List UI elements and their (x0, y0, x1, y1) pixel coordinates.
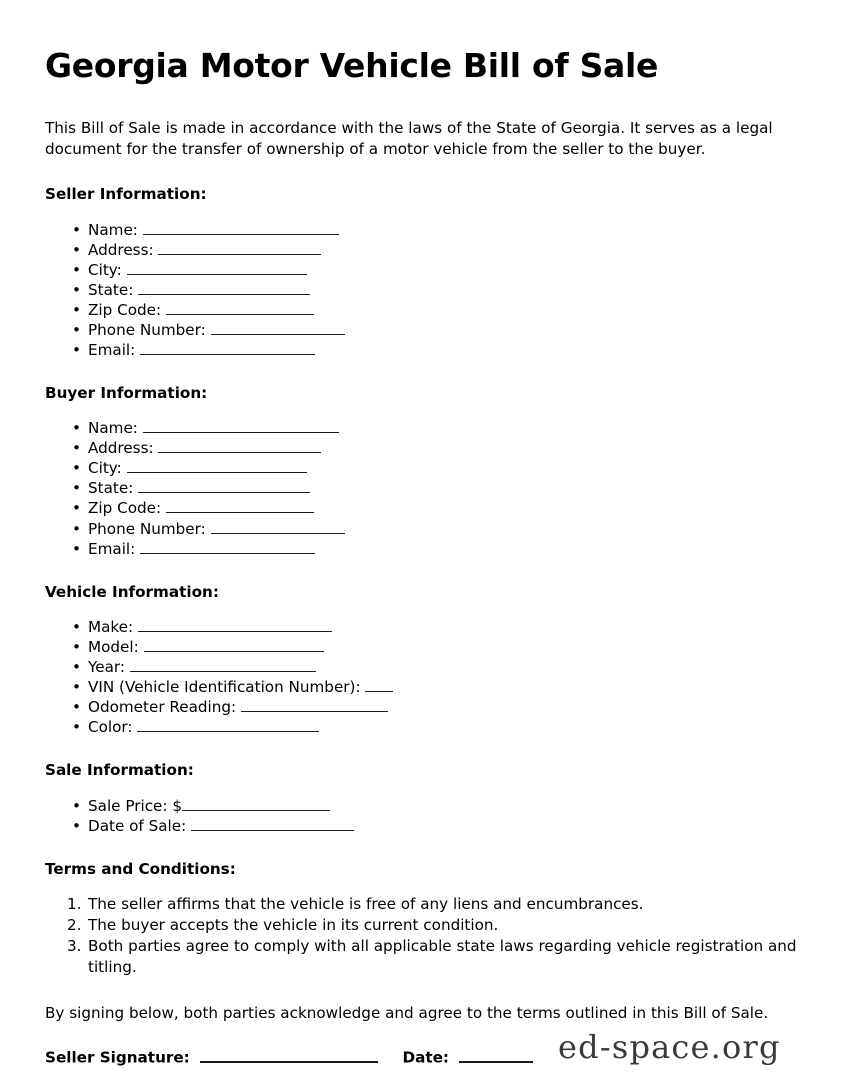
document-content (45, 48, 797, 1069)
terms-section-heading: Terms and Conditions: (45, 859, 236, 878)
field-label: Year: (88, 658, 126, 677)
field-label: Email: (88, 340, 136, 359)
field-row (45, 458, 797, 478)
field-label: Phone Number: (88, 320, 206, 339)
field-row (45, 260, 797, 280)
date-label: Date: (402, 1048, 449, 1067)
field-blank-line[interactable] (211, 519, 345, 534)
field-blank-line[interactable] (158, 240, 321, 255)
field-label: Zip Code: (88, 499, 162, 518)
field-label: Date of Sale: (88, 816, 187, 835)
field-label: Color: (88, 718, 133, 737)
field-label: State: (88, 280, 134, 299)
field-label: Name: (88, 220, 138, 239)
page-title: Georgia Motor Vehicle Bill of Sale (45, 46, 659, 85)
field-row (45, 539, 797, 559)
field-label: Sale Price: $ (88, 796, 182, 815)
field-blank-line[interactable] (127, 260, 307, 275)
field-row (45, 418, 797, 438)
field-row (45, 617, 797, 637)
field-row (45, 478, 797, 498)
field-row (45, 697, 797, 717)
watermark: ed-space.org (558, 1028, 781, 1066)
field-blank-line[interactable] (137, 718, 319, 733)
field-row (45, 816, 797, 836)
field-blank-line[interactable] (241, 697, 388, 712)
field-blank-line[interactable] (127, 459, 307, 474)
field-blank-line[interactable] (143, 419, 339, 434)
field-row (45, 438, 797, 458)
field-blank-line[interactable] (143, 220, 339, 235)
field-label: City: (88, 260, 122, 279)
seller-signature-field[interactable] (200, 1047, 378, 1063)
terms-list-item: Both parties agree to comply with all applicable state laws regarding vehicle registration and titling. (88, 937, 797, 976)
field-blank-line[interactable] (130, 657, 316, 672)
seller-signature-label: Seller Signature: (45, 1048, 190, 1067)
field-blank-line[interactable] (158, 439, 321, 454)
terms-list (45, 894, 797, 977)
field-row (45, 280, 797, 300)
field-label: VIN (Vehicle Identification Number): (88, 678, 361, 697)
field-row (45, 220, 797, 240)
field-row (45, 657, 797, 677)
field-blank-line[interactable] (138, 617, 332, 632)
field-row (45, 498, 797, 518)
field-label: Model: (88, 637, 139, 656)
field-label: Phone Number: (88, 519, 206, 538)
field-blank-line[interactable] (144, 637, 324, 652)
seller-field-list (45, 220, 797, 360)
field-row (45, 340, 797, 360)
closing-paragraph: By signing below, both parties acknowledge and agree to the terms outlined in this Bill of Sale. (45, 1003, 769, 1022)
vehicle-field-list (45, 617, 797, 737)
terms-list-item: The seller affirms that the vehicle is free of any liens and encumbrances. (88, 894, 644, 913)
field-label: Address: (88, 240, 154, 259)
field-blank-line[interactable] (138, 479, 310, 494)
field-row (45, 240, 797, 260)
field-blank-line[interactable] (211, 320, 345, 335)
field-blank-line[interactable] (365, 677, 393, 692)
terms-list-item: The buyer accepts the vehicle in its current condition. (88, 916, 499, 935)
sale-field-list (45, 796, 797, 836)
field-label: Email: (88, 539, 136, 558)
field-label: City: (88, 459, 122, 478)
seller-section-heading: Seller Information: (45, 185, 207, 204)
field-blank-line[interactable] (182, 796, 330, 811)
buyer-section-heading: Buyer Information: (45, 384, 208, 402)
field-row (45, 677, 797, 697)
vehicle-section-heading: Vehicle Information: (45, 582, 219, 601)
field-label: Make: (88, 617, 134, 636)
field-blank-line[interactable] (138, 280, 310, 295)
field-row (45, 519, 797, 539)
field-row (45, 796, 797, 816)
field-row (45, 300, 797, 320)
field-row (45, 320, 797, 340)
intro-paragraph: This Bill of Sale is made in accordance with the laws of the State of Georgia. It serves as a legal document for the transfer of ownership of a motor vehicle from the seller to the buyer. (45, 119, 773, 158)
field-label: Name: (88, 419, 138, 438)
field-blank-line[interactable] (166, 300, 314, 315)
date-field[interactable] (459, 1047, 533, 1063)
field-label: Address: (88, 439, 154, 458)
field-blank-line[interactable] (140, 340, 315, 355)
field-blank-line[interactable] (140, 539, 315, 554)
field-row (45, 717, 797, 737)
sale-section-heading: Sale Information: (45, 761, 194, 780)
field-label: State: (88, 479, 134, 498)
field-label: Zip Code: (88, 300, 162, 319)
field-blank-line[interactable] (166, 499, 314, 514)
field-label: Odometer Reading: (88, 698, 237, 717)
field-blank-line[interactable] (191, 816, 354, 831)
field-row (45, 637, 797, 657)
buyer-field-list (45, 418, 797, 558)
